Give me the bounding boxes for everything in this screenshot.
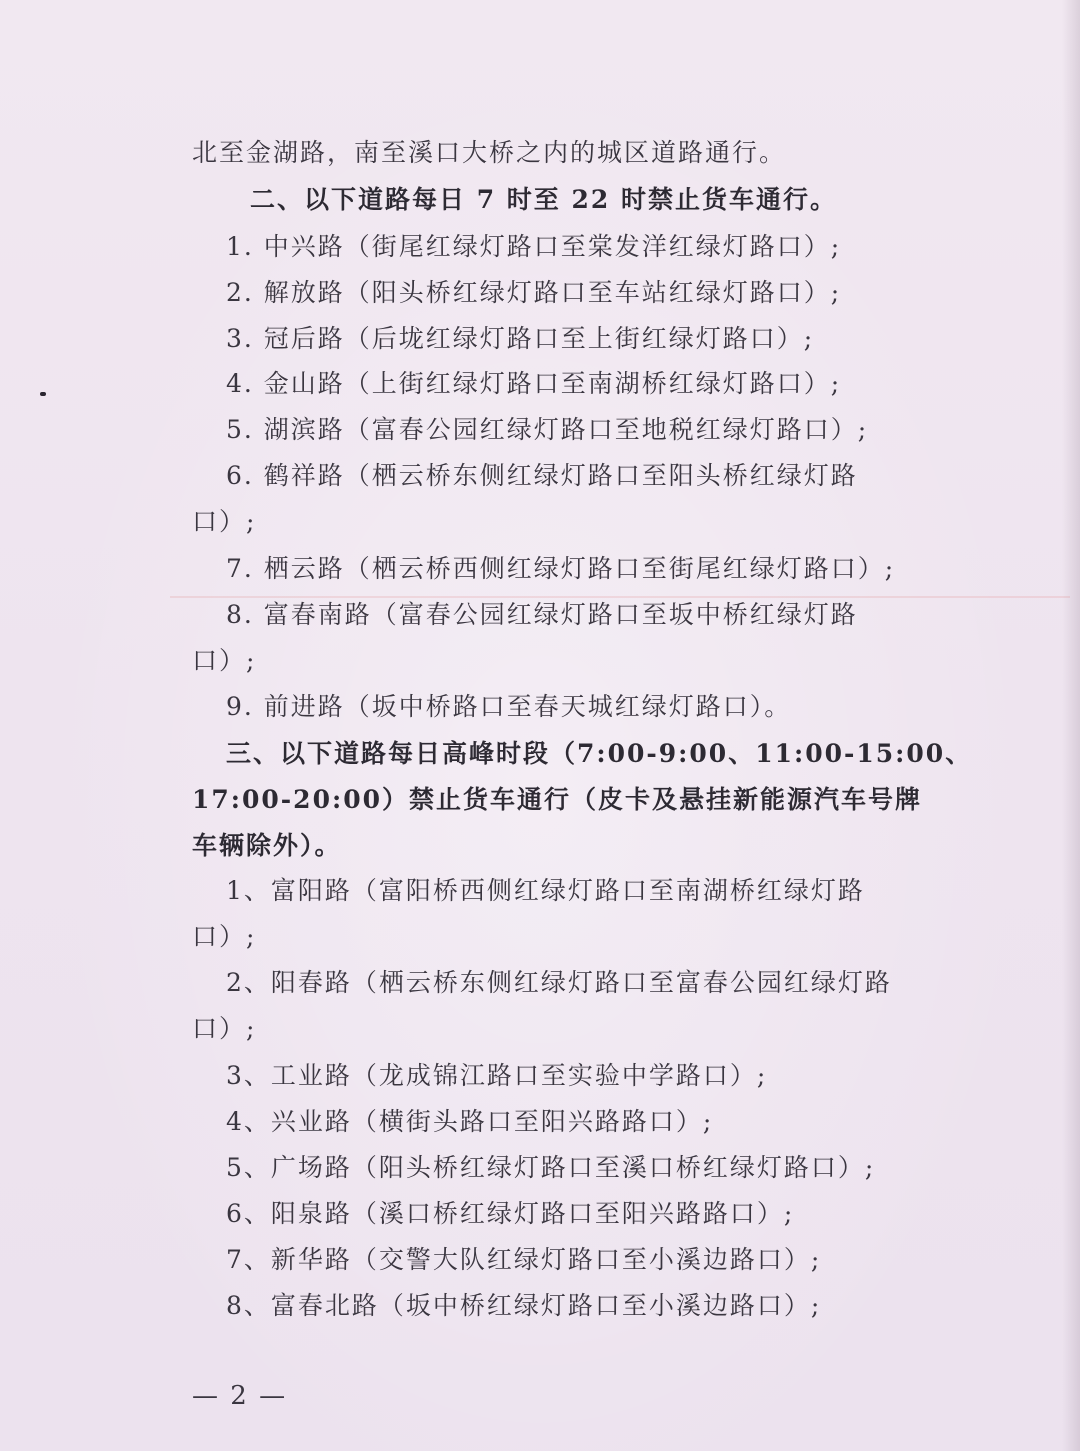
list-item-continuation: 口）; [192, 507, 257, 536]
list-item-continuation: 口）; [192, 922, 257, 951]
list-item: 3. 冠后路（后垅红绿灯路口至上街红绿灯路口）; [226, 324, 815, 353]
list-item: 4、兴业路（横街头路口至阳兴路路口）; [226, 1107, 714, 1136]
bleed-through-line [170, 596, 1070, 598]
section-heading-3-continuation: 17:00-20:00）禁止货车通行（皮卡及悬挂新能源汽车号牌 [192, 785, 922, 814]
list-item-continuation: 口）; [192, 646, 257, 675]
ink-speck [40, 392, 46, 396]
list-item: 2、阳春路（栖云桥东侧红绿灯路口至富春公园红绿灯路 [226, 968, 892, 997]
list-item: 4. 金山路（上街红绿灯路口至南湖桥红绿灯路口）; [226, 369, 842, 398]
page-edge-shadow [1062, 0, 1080, 1451]
section-heading-3: 三、以下道路每日高峰时段（7:00-9:00、11:00-15:00、 [226, 739, 973, 768]
list-item: 5. 湖滨路（富春公园红绿灯路口至地税红绿灯路口）; [226, 415, 869, 444]
list-item: 6. 鹤祥路（栖云桥东侧红绿灯路口至阳头桥红绿灯路 [226, 461, 858, 490]
list-item: 7. 栖云路（栖云桥西侧红绿灯路口至街尾红绿灯路口）; [226, 554, 896, 583]
list-item: 5、广场路（阳头桥红绿灯路口至溪口桥红绿灯路口）; [226, 1153, 876, 1182]
page-number: — 2 — [192, 1381, 288, 1411]
text-line-1: 北至金湖路，南至溪口大桥之内的城区道路通行。 [192, 138, 787, 167]
section-heading-2: 二、以下道路每日 7 时至 22 时禁止货车通行。 [250, 185, 838, 214]
list-item: 1. 中兴路（街尾红绿灯路口至棠发洋红绿灯路口）; [226, 232, 842, 261]
list-item: 9. 前进路（坂中桥路口至春天城红绿灯路口）。 [226, 692, 792, 721]
list-item: 8. 富春南路（富春公园红绿灯路口至坂中桥红绿灯路 [226, 600, 858, 629]
list-item-continuation: 口）; [192, 1014, 257, 1043]
list-item: 3、工业路（龙成锦江路口至实验中学路口）; [226, 1061, 768, 1090]
section-heading-3-continuation: 车辆除外）。 [192, 831, 342, 860]
list-item: 6、阳泉路（溪口桥红绿灯路口至阳兴路路口）; [226, 1199, 795, 1228]
list-item: 8、富春北路（坂中桥红绿灯路口至小溪边路口）; [226, 1291, 822, 1320]
list-item: 7、新华路（交警大队红绿灯路口至小溪边路口）; [226, 1245, 822, 1274]
list-item: 1、富阳路（富阳桥西侧红绿灯路口至南湖桥红绿灯路 [226, 876, 865, 905]
list-item: 2. 解放路（阳头桥红绿灯路口至车站红绿灯路口）; [226, 278, 842, 307]
